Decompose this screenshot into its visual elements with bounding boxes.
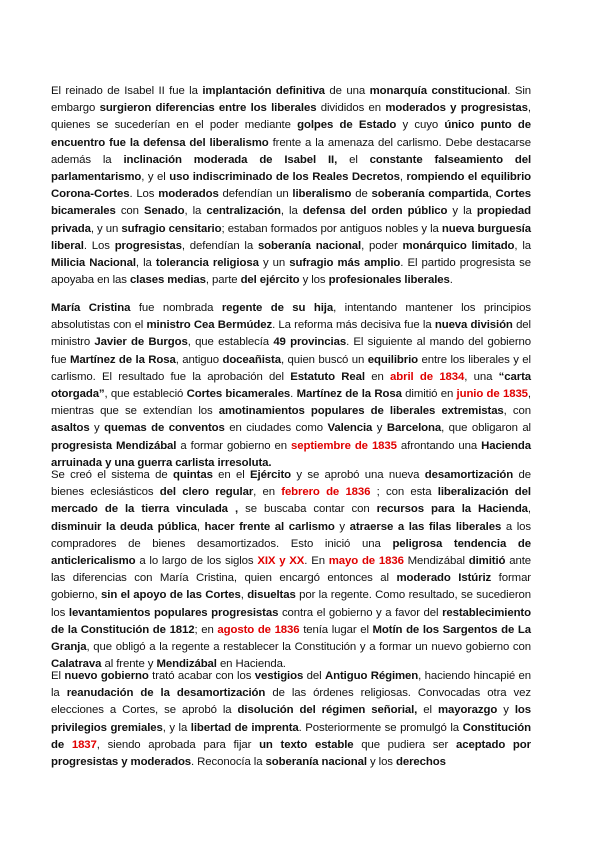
text-run: . Sin embargo xyxy=(51,85,532,115)
text-run: se buscaba contar con xyxy=(238,503,377,516)
bold-term: Motín de los Sargentos de La Granja xyxy=(51,623,531,654)
text-run: , que establecía xyxy=(187,336,274,349)
bold-term: Constitución de xyxy=(51,721,531,751)
bold-term: monárquico limitado xyxy=(402,239,515,252)
text-run: . La reforma más decisiva fue la xyxy=(272,319,435,332)
text-run: , intentando mantener los principios absolutistas con el xyxy=(51,302,531,332)
text-run: . En xyxy=(304,555,329,568)
text-run: , y el xyxy=(141,171,170,184)
text-run: y xyxy=(497,704,515,717)
bold-term: disueltas xyxy=(247,589,296,602)
bold-term: Hacienda arruinada y una guerra carlista irresoluta. xyxy=(51,439,531,469)
highlighted-date: junio de 1835 xyxy=(456,388,528,401)
bold-term: propiedad privada xyxy=(51,205,531,235)
text-run: , defendían la xyxy=(181,239,258,252)
text-run: , antiguo xyxy=(175,353,223,366)
bold-term: uso indiscriminado de los Reales Decretos xyxy=(169,171,400,184)
text-run: , xyxy=(240,589,248,602)
bold-term: moderados xyxy=(158,188,219,201)
bold-term: Cortes bicamerales xyxy=(51,188,531,218)
bold-term: soberanía nacional xyxy=(265,756,367,769)
text-run: El reinado de Isabel II fue la xyxy=(51,85,203,97)
bold-term: constante falseamiento del parlamentarismo xyxy=(51,153,532,184)
text-run: ante las diferencias con María Cristina, quien encargó entonces al xyxy=(51,555,531,585)
bold-term: los privilegios gremiales xyxy=(51,704,531,734)
bold-term: libertad de imprenta xyxy=(190,721,299,734)
text-run: de bienes eclesiásticos xyxy=(51,469,531,499)
bold-term: surgieron diferencias entre los liberales xyxy=(99,102,317,115)
text-run: , quien buscó un xyxy=(280,353,368,366)
text-run: de las órdenes religiosas. Convocadas otra vez elecciones a Cortes, se aprobó la xyxy=(51,687,531,717)
text-run: . xyxy=(449,274,453,287)
bold-term: equilibrio xyxy=(367,353,419,366)
bold-term: dimitió xyxy=(468,555,506,568)
text-run: , una xyxy=(464,370,499,383)
text-run: en el xyxy=(212,469,251,481)
text-run: , y un xyxy=(90,222,122,235)
bold-term: Cortes bicamerales xyxy=(186,388,291,401)
text-run: , y la xyxy=(162,721,191,734)
text-run: , parte xyxy=(205,274,241,287)
text-run: a los compradores de bienes desamortizados. Esto inició una xyxy=(51,520,531,550)
bold-term: amotinamientos populares de liberales extremistas xyxy=(218,405,504,418)
bold-term: implantación definitiva xyxy=(202,85,325,97)
bold-term: doceañista xyxy=(222,353,281,366)
bold-term: sufragio más amplio xyxy=(289,257,401,270)
bold-term: soberanía compartida xyxy=(371,188,489,201)
bold-term: vestigios xyxy=(254,670,304,682)
bold-term: moderado Istúriz xyxy=(396,572,492,585)
highlighted-date: XIX y XX xyxy=(257,555,305,568)
bold-term: derechos xyxy=(395,756,446,769)
bold-term: sin el apoyo de las Cortes xyxy=(101,589,241,602)
text-run: , la xyxy=(135,257,156,270)
text-run: ; en xyxy=(194,623,218,636)
bold-term: inclinación moderada de Isabel II, xyxy=(123,153,338,166)
text-run: afrontando una xyxy=(396,439,482,452)
text-run: ; con esta xyxy=(370,486,438,499)
bold-term: Martínez de la Rosa xyxy=(70,353,176,366)
bold-term: liberalización del mercado de la tierra vinculada , xyxy=(51,486,531,516)
text-run: . El siguiente al mando del gobierno fue xyxy=(51,336,532,366)
highlighted-date: agosto de 1836 xyxy=(217,623,300,636)
paragraph-constitucion-1837 xyxy=(51,668,531,771)
text-run: , la xyxy=(280,205,303,218)
text-run: de xyxy=(351,188,372,201)
bold-term: único punto de encuentro fue la defensa del liberalismo xyxy=(51,119,531,149)
text-run: , en xyxy=(253,486,282,499)
text-run: frente a la amenaza del carlismo. Debe destacarse además la xyxy=(51,136,531,166)
text-run: dimitió en xyxy=(401,388,457,401)
highlighted-date: mayo de 1836 xyxy=(328,555,404,568)
paragraph-regencia-maria-cristina xyxy=(51,300,531,472)
bold-term: restablecimiento de la Constitución de 1812 xyxy=(51,606,531,636)
text-run: El xyxy=(51,670,65,682)
text-run: y cuyo xyxy=(396,119,445,132)
bold-term: rompiendo el equilibrio Corona-Cortes xyxy=(51,171,531,201)
text-run: que pudiera ser xyxy=(353,738,456,751)
text-run: , poder xyxy=(361,239,403,252)
bold-term: Senado xyxy=(143,205,185,218)
bold-term: hacer frente al carlismo xyxy=(204,520,335,533)
bold-term: Mendizábal xyxy=(156,658,217,671)
bold-term: sufragio censitario xyxy=(121,222,222,235)
bold-term: recursos para la Hacienda xyxy=(376,503,528,516)
bold-term: Milicia Nacional xyxy=(51,257,136,270)
text-run: defendían un xyxy=(218,188,293,201)
text-run: de una xyxy=(324,85,370,97)
text-run: en xyxy=(364,370,391,383)
text-run: , siendo aprobada para fijar xyxy=(96,738,260,751)
text-run: y los xyxy=(366,756,396,769)
text-run: , mientras que se extendían los xyxy=(51,388,531,418)
text-run: por la regente. Como resultado, se sucedieron los xyxy=(51,589,531,619)
text-run: y los xyxy=(299,274,329,287)
bold-term: Valencia xyxy=(327,422,373,435)
bold-term: progresista Mendizábal xyxy=(51,439,177,452)
text-run: . Los xyxy=(129,188,159,201)
text-run: . Posteriormente se promulgó la xyxy=(298,721,463,734)
bold-term: Antiguo Régimen xyxy=(324,670,419,682)
text-run: divididos en xyxy=(316,102,386,115)
bold-term: reanudación de la desamortización xyxy=(66,687,266,700)
bold-term: nueva división xyxy=(434,319,513,332)
text-run: y xyxy=(89,422,105,435)
bold-term: del clero regular xyxy=(159,486,254,499)
highlighted-date: abril de 1834 xyxy=(390,370,465,383)
bold-term: regente de su hija xyxy=(221,302,334,314)
bold-term: asaltos xyxy=(51,422,90,435)
text-run: y se aprobó una nueva xyxy=(291,469,425,481)
bold-term: desamortización xyxy=(424,469,514,481)
bold-term: soberanía nacional xyxy=(257,239,362,252)
bold-term: centralización xyxy=(206,205,281,218)
bold-term: quemas de conventos xyxy=(104,422,225,435)
text-run: y xyxy=(334,520,350,533)
text-run: y xyxy=(372,422,387,435)
bold-term: quintas xyxy=(173,469,213,481)
bold-term: liberalismo xyxy=(292,188,352,201)
text-run: contra el gobierno y a favor del xyxy=(278,606,443,619)
text-run: con xyxy=(115,205,144,218)
text-run: , que obligó a la regente a restablecer la Constitución y a formar un nuevo gobierno con xyxy=(86,641,531,654)
text-run: del xyxy=(303,670,325,682)
bold-term: tolerancia religiosa xyxy=(155,257,259,270)
bold-term: Javier de Burgos xyxy=(94,336,188,349)
highlighted-date: 1837 xyxy=(71,738,97,751)
bold-term: atraerse a las filas liberales xyxy=(349,520,502,533)
text-run: , que estableció xyxy=(104,388,187,401)
text-run: , xyxy=(399,171,407,184)
bold-term: Estatuto Real xyxy=(290,370,365,383)
text-run: Se creó el sistema de xyxy=(51,469,173,481)
text-run: el xyxy=(337,153,370,166)
text-run: , la xyxy=(184,205,207,218)
bold-term: nueva burguesía liberal xyxy=(51,222,531,252)
text-run: el xyxy=(417,704,438,717)
text-run: al frente y xyxy=(101,658,157,671)
text-run: . Reconocía la xyxy=(191,756,266,769)
text-run: , xyxy=(196,520,205,533)
bold-term: Ejército xyxy=(250,469,292,481)
text-run: a lo largo de los siglos xyxy=(135,555,258,568)
text-run: trató acabar con los xyxy=(148,670,255,682)
bold-term: del ejército xyxy=(240,274,300,287)
text-run: entre los liberales y el carlismo. El resultado fue la aprobación del xyxy=(51,353,531,383)
bold-term: Calatrava xyxy=(51,658,102,671)
bold-term: levantamientos populares progresistas xyxy=(68,606,279,619)
bold-term: nuevo gobierno xyxy=(64,670,149,682)
text-run: , xyxy=(488,188,496,201)
text-run: formar gobierno, xyxy=(51,572,531,602)
text-run: . xyxy=(290,388,297,401)
bold-term: María Cristina xyxy=(51,302,131,314)
paragraph-moderados-progresistas xyxy=(51,83,531,289)
bold-term: Barcelona xyxy=(386,422,442,435)
text-run: y la xyxy=(447,205,477,218)
text-run: , quienes se sucederían en el poder mediante xyxy=(51,102,531,132)
text-run: ; estaban formados por antiguos nobles y la xyxy=(221,222,442,235)
text-run: a formar gobierno en xyxy=(176,439,292,452)
text-run: Mendizábal xyxy=(403,555,469,568)
highlighted-date: septiembre de 1835 xyxy=(291,439,397,452)
text-run: , xyxy=(527,503,531,516)
bold-term: progresistas xyxy=(114,239,182,252)
bold-term: mayorazgo xyxy=(437,704,498,717)
text-run: . El partido progresista se apoyaba en las xyxy=(51,257,531,287)
bold-term: clases medias xyxy=(129,274,206,287)
text-run: , que obligaron al xyxy=(441,422,531,435)
text-run: , haciendo hincapié en la xyxy=(51,670,532,700)
text-run: en ciudades como xyxy=(224,422,328,435)
paragraph-desamortizacion-mendizabal xyxy=(51,467,531,673)
bold-term: 49 provincias xyxy=(273,336,347,349)
bold-term: disolución del régimen señorial, xyxy=(237,704,418,717)
text-run: . Los xyxy=(83,239,115,252)
text-run: y un xyxy=(258,257,290,270)
bold-term: “carta otorgada” xyxy=(51,370,531,401)
bold-term: un texto estable xyxy=(259,738,354,751)
text-run: del ministro xyxy=(51,319,531,349)
text-run: en Hacienda. xyxy=(216,658,286,671)
text-run: fue nombrada xyxy=(130,302,222,314)
bold-term: ministro Cea Bermúdez xyxy=(146,319,273,332)
text-run: tenía lugar el xyxy=(299,623,373,636)
text-run: , con xyxy=(503,405,531,418)
bold-term: Martínez de la Rosa xyxy=(296,388,402,401)
highlighted-date: febrero de 1836 xyxy=(281,486,371,499)
bold-term: monarquía constitucional xyxy=(369,85,508,97)
bold-term: aceptado por progresistas y moderados xyxy=(51,738,531,769)
bold-term: defensa del orden público xyxy=(302,205,448,218)
bold-term: moderados y progresistas xyxy=(385,102,528,115)
bold-term: profesionales liberales xyxy=(328,274,450,287)
bold-term: golpes de Estado xyxy=(297,119,397,132)
text-run: , la xyxy=(514,239,532,252)
bold-term: peligrosa tendencia de anticlericalismo xyxy=(51,537,531,568)
bold-term: disminuir la deuda pública xyxy=(51,520,197,533)
